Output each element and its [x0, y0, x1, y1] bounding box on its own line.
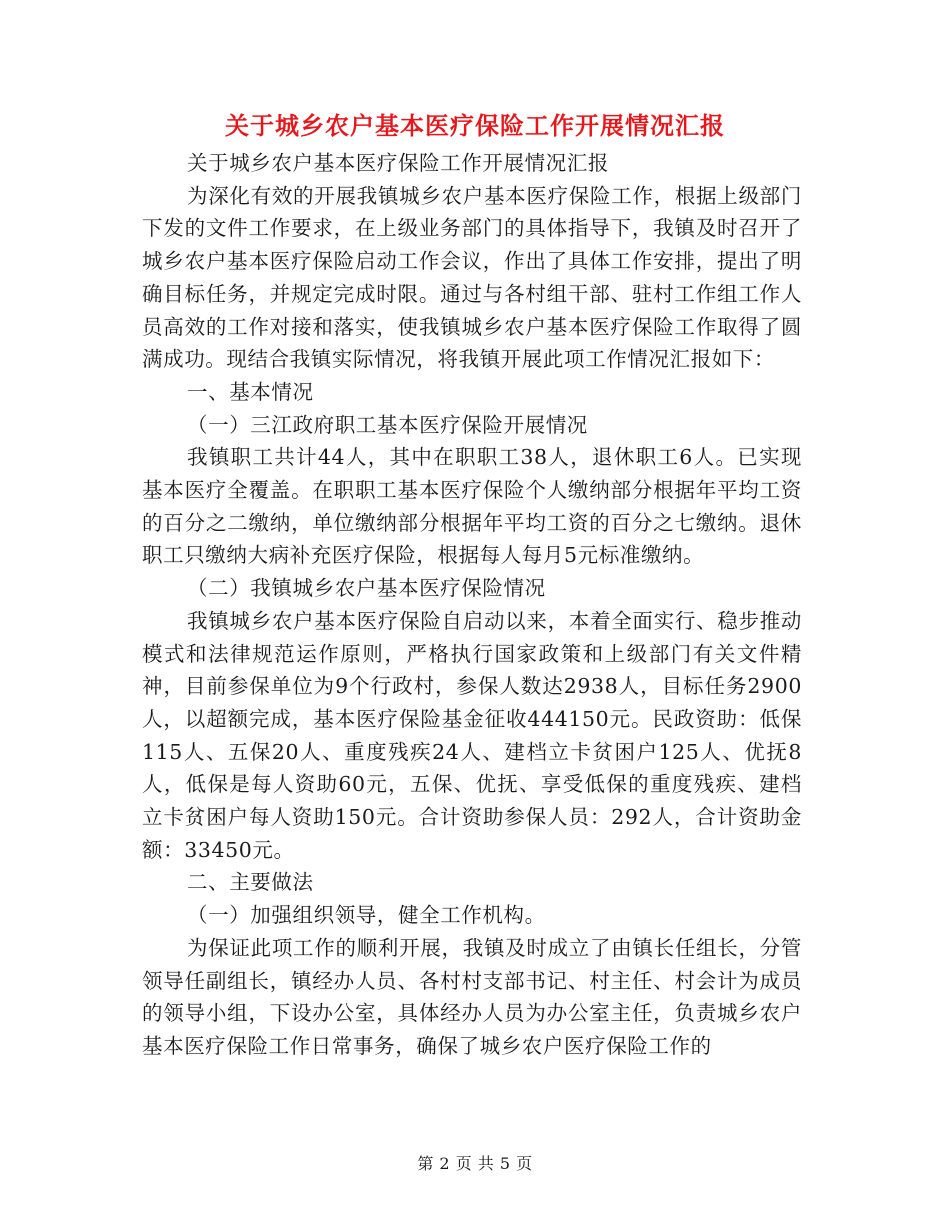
section-heading-basic-situation: 一、基本情况 — [187, 379, 314, 404]
subsection-heading-organization: （一）加强组织领导，健全工作机构。 — [187, 903, 546, 928]
organization-paragraph: 为保证此项工作的顺利开展，我镇及时成立了由镇长任组长，分管领导任副组长，镇经办人员、各村村支部书记、村主任、村会计为成员的领导小组，下设办公室，具体经办人员为办公室主任，负责城乡农户基本医疗保险工作日常事务，确保了城乡农户医疗保险工作的 — [142, 935, 802, 1058]
page-number-footer: 第 2 页 共 5 页 — [417, 1154, 533, 1173]
intro-paragraph: 为深化有效的开展我镇城乡农户基本医疗保险工作，根据上级部门下发的文件工作要求，在上级业务部门的具体指导下，我镇及时召开了城乡农户基本医疗保险启动工作会议，作出了具体工作安排，提出了明确目标任务，并规定完成时限。通过与各村组干部、驻村工作组工作人员高效的工作对接和落实，使我镇城乡农户基本医疗保险工作取得了圆满成功。现结合我镇实际情况，将我镇开展此项工作情况汇报如下： — [142, 183, 802, 372]
subtitle-paragraph: 关于城乡农户基本医疗保险工作开展情况汇报 — [187, 151, 609, 175]
section-heading-main-practices: 二、主要做法 — [187, 870, 314, 895]
document-body — [142, 147, 802, 1063]
rural-insurance-paragraph: 我镇城乡农户基本医疗保险自启动以来，本着全面实行、稳步推动模式和法律规范运作原则，严格执行国家政策和上级部门有关文件精神，目前参保单位为9个行政村，参保人数达2938人，目标任务2900人，以超额完成，基本医疗保险基金征收444150元。民政资助：低保115人、五保20人、重度残疾24人、建档立卡贫困户125人、优抚8人，低保是每人资助60元，五保、优抚、享受低保的重度残疾、建档立卡贫困户每人资助150元。合计资助参保人员：292人，合计资助金额：33450元。 — [142, 608, 802, 862]
subsection-heading-staff-insurance: （一）三江政府职工基本医疗保险开展情况 — [187, 412, 588, 437]
document-title: 关于城乡农户基本医疗保险工作开展情况汇报 — [225, 111, 725, 140]
staff-insurance-paragraph: 我镇职工共计44人，其中在职职工38人，退休职工6人。已实现基本医疗全覆盖。在职职工基本医疗保险个人缴纳部分根据年平均工资的百分之二缴纳，单位缴纳部分根据年平均工资的百分之七缴纳。退休职工只缴纳大病补充医疗保险，根据每人每月5元标准缴纳。 — [142, 445, 802, 568]
subsection-heading-rural-insurance: （二）我镇城乡农户基本医疗保险情况 — [187, 576, 546, 601]
